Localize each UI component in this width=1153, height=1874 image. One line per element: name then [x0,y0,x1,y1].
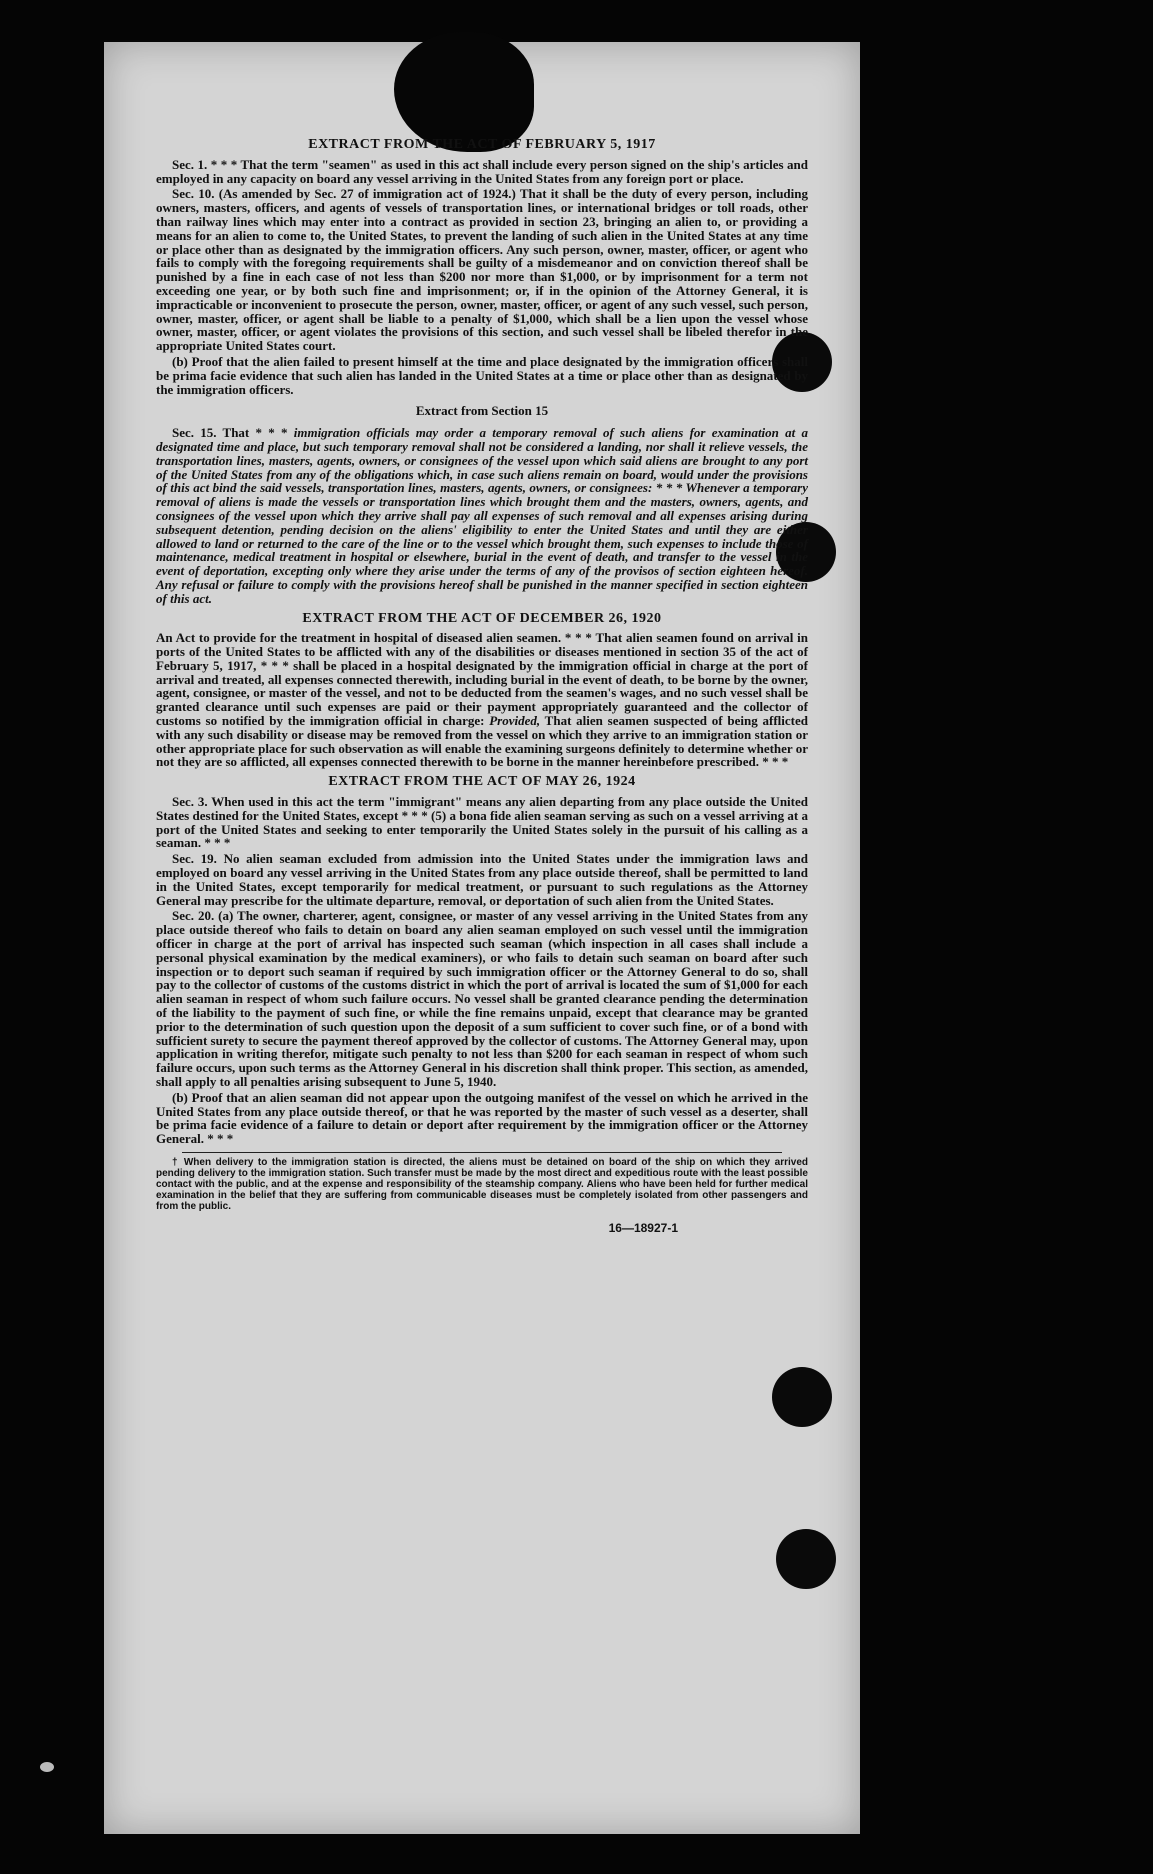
form-number: 16—18927-1 [608,1220,678,1235]
section-20a-paragraph: Sec. 20. (a) The owner, charterer, agent, consignee, or master of any vessel arriving in the United States from any place outside thereof who fails to detain on board any alien seaman employed on such vessel until the immigration officer in charge at the port of arrival has inspected such seaman (which inspection in all cases shall include a personal physical examination by the medical examiners), or who fails to detain such seaman on board after such inspection or to deport such seaman if required by such immigration officer or the Attorney General to do so, shall pay to the collector of customs of the customs district in which the port of arrival is located the sum of $1,000 for each alien seaman in respect of whom such failure occurs. No vessel shall be granted clearance pending the determination of the liability to the payment of such fine, or while the fine remains unpaid, except that clearance may be granted prior to the determination of such question upon the deposit of a sum sufficient to cover such fine, or of a bond with sufficient surety to secure the payment thereof approved by the collector of customs. The Attorney General may, upon application in writing therefor, mitigate such penalty to not less than $200 for each seaman in respect of whom such failure occurs, upon such terms as the Attorney General in his discretion shall think proper. This section, as amended, shall apply to all penalties arising subsequent to June 5, 1940. [156,908,808,1089]
document-page [104,42,860,1834]
heading-act-1920: EXTRACT FROM THE ACT OF DECEMBER 26, 1920 [302,610,662,626]
section-10-paragraph: Sec. 10. (As amended by Sec. 27 of immigration act of 1924.) That it shall be the duty of every person, including owners, masters, officers, and agents of vessels of transportation lines, or international bridges or toll roads, other than railway lines which may enter into a contract as provided in section 23, bringing an alien to, or providing a means for an alien to come to, the United States, to prevent the landing of such alien in the United States at any time or place other than as designated by the immigration officers. Any such person, owner, master, officer, or agent who fails to comply with the foregoing requirements shall be guilty of a misdemeanor and on conviction thereof shall be punished by a fine in each case of not less than $200 nor more than $1,000, or by imprisonment for a term not exceeding one year, or by both such fine and imprisonment; or, if in the opinion of the Attorney General, it is impracticable or inconvenient to prosecute the person, owner, master, officer, or agent of any such vessel, such person, owner, master, officer, or agent shall be liable to a penalty of $1,000, which shall be a lien upon the vessel whose owner, master, officer, or agent violates the provisions of this section, and such vessel shall be libeled therefor in the appropriate United States court. [156,186,808,354]
heading-section-15: Extract from Section 15 [415,403,549,419]
section-3-paragraph: Sec. 3. When used in this act the term "immigrant" means any alien departing from any place outside the United States destined for the United States, except * * * (5) a bona fide alien seaman serving as such on a vessel arriving at a port of the United States and seeking to enter temporarily the United States solely in the pursuit of his calling as a seaman. * * * [156,794,808,851]
document-body [156,132,808,1236]
section-15-italic-text: immigration officials may order a temporary removal of such aliens for examination at a designated time and place, but such temporary removal shall not be considered a landing, nor shall it relieve vessels, the transportation lines, masters, agents, owners, or consignees of the vessel upon which said aliens are brought to any port of the United States from any of the obligations which, in case such aliens remain on board, would under the provisions of this act bind the said vessels, transportation lines, masters, agents, owners, or consignees: * * * Whenever a temporary removal of aliens is made the vessels or transportation lines which brought them and the masters, owners, agents, and consignees of the vessel upon which they arrive shall pay all expenses of such removal and all expenses arising during subsequent detention, pending decision on the aliens' eligibility to enter the United States and until they are either allowed to land or returned to the care of the line or to the vessel which brought them, such expenses to include those of maintenance, medical treatment in hospital or elsewhere, burial in the event of death, and transfer to the vessel in the event of deportation, excepting only where they arise under the terms of any of the provisos of section eighteen hereof. Any refusal or failure to comply with the provisions hereof shall be punished in the manner specified in section eighteen of this act. [156,425,808,606]
punch-hole [772,1367,832,1427]
heading-act-1924: EXTRACT FROM THE ACT OF MAY 26, 1924 [328,774,636,790]
provided-word: Provided, [489,713,541,729]
footnote-divider [182,1152,782,1153]
act-1920-lead: An Act to provide for the treatment in hospital of diseased alien seamen. * * * That alien seamen found on arrival in ports of the United States to be afflicted with any of the disabilities or diseases mentioned in section 35 of the act of February 5, 1917, * * * shall be placed in a hospital designated by the immigration official in charge at the port of arrival and treated, all expenses connected therewith, including burial in the event of death, to be borne by the owner, agent, consignee, or master of the vessel, and not to be deducted from the seamen's wages, and no such vessel shall be granted clearance until such expenses are paid or their payment appropriately guaranteed and the collector of customs so notified by the immigration official in charge: [156,630,808,729]
section-19-paragraph: Sec. 19. No alien seaman excluded from admission into the United States under the immigration laws and employed on board any vessel arriving in the United States from any place outside thereof, shall be permitted to land in the United States, except temporarily for medical treatment, or pursuant to such regulations as the Attorney General may prescribe for the ultimate departure, removal, or deportation of such alien from the United States. [156,851,808,908]
section-15-paragraph [156,426,808,605]
footnote: † When delivery to the immigration station is directed, the aliens must be detained on board of the ship on which they arrived pending delivery to the immigration station. Such transfer must be made by the most direct and expeditious route with the least possible contact with the public, and at the expense and responsibility of the steamship company. Aliens who have been held for further medical examination in the belief that they are suffering from communicable diseases must be completely isolated from other passengers and from the public. [156,1156,808,1212]
act-1920-rest: That alien seamen suspected of being afflicted with any such disability or disease may be removed from the vessel on which they arrive to an immigration station or other appropriate place for such observation as will enable the examining surgeons definitely to determine whether or not they are so afflicted, all expenses connected therewith to be borne in the manner hereinbefore prescribed. * * * [156,713,808,770]
heading-act-1917: EXTRACT FROM THE ACT OF FEBRUARY 5, 1917 [308,137,656,152]
punch-hole [776,1529,836,1589]
act-1920-paragraph [156,631,808,769]
section-20b-paragraph: (b) Proof that an alien seaman did not appear upon the outgoing manifest of the vessel on which he arrived in the United States from any place outside thereof, or that he was reported by the master of such vessel as a deserter, shall be prima facie evidence of a failure to detain or deport after requirement by the immigration officer or the Attorney General. * * * [156,1089,808,1147]
section-1-paragraph: Sec. 1. * * * That the term "seamen" as used in this act shall include every person signed on the ship's articles and employed in any capacity on board any vessel arriving in the United States from any foreign port or place. [156,156,808,186]
section-10b-paragraph: (b) Proof that the alien failed to present himself at the time and place designated by the immigration officers shall be prima facie evidence that such alien has landed in the United States at a time or place other than as designated by the immigration officers. [156,353,808,397]
section-15-lead: Sec. 15. That * * * [172,425,294,441]
scan-mark [40,1762,54,1772]
